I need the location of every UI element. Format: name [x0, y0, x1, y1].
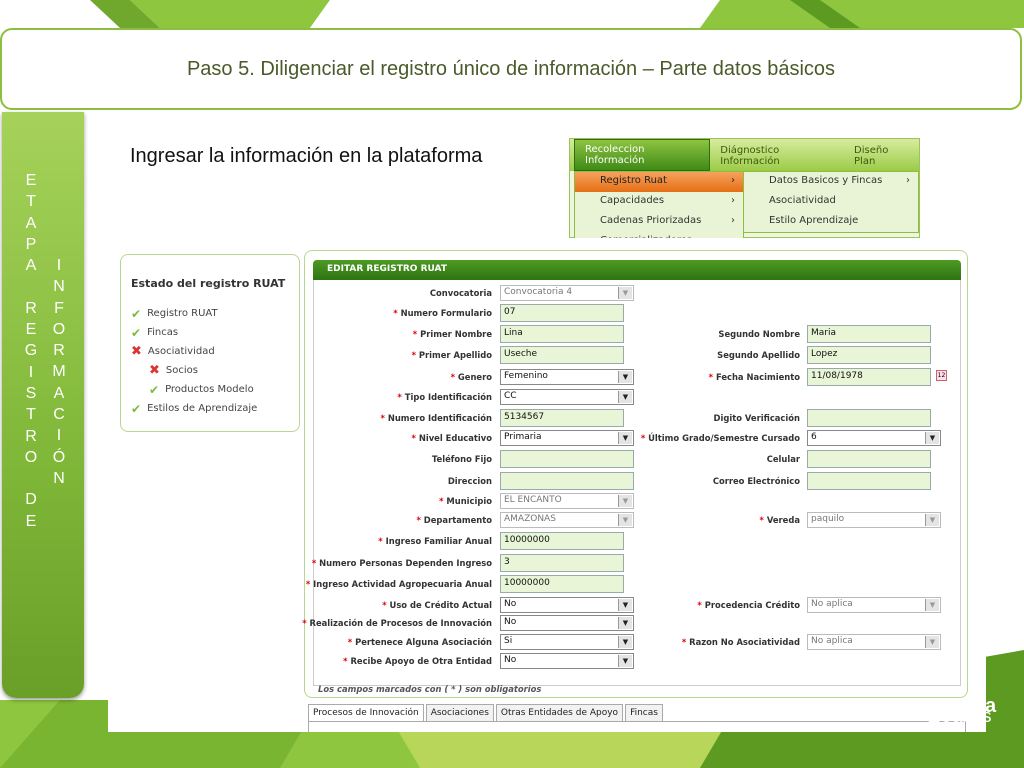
status-item[interactable]: ✖ Socios [149, 363, 198, 378]
label-telefono-fijo: Teléfono Fijo [431, 454, 492, 464]
required-marker: * [439, 496, 444, 506]
required-marker: * [416, 515, 421, 525]
slide-title: Paso 5. Diligenciar el registro único de información – Parte datos básicos [186, 57, 836, 80]
check-icon: ✔ [149, 382, 160, 397]
status-item[interactable]: ✖ Asociatividad [131, 344, 215, 359]
label-recibe-apoyo: * Recibe Apoyo de Otra Entidad [343, 656, 492, 666]
side-banner-text-left [24, 170, 38, 532]
submenu-item-registro-ruat[interactable]: Registro Ruat › [575, 172, 743, 192]
intro-text: Ingresar la información en la plataforma [130, 145, 483, 167]
banner-letter: R [53, 342, 65, 360]
required-marker: * [412, 329, 418, 339]
menu-diagnostico[interactable]: Diágnostico Información [720, 145, 780, 167]
required-marker: * [378, 536, 383, 546]
check-icon: ✔ [131, 401, 142, 416]
logo: 20años [928, 702, 992, 727]
label-uso-credito: * Uso de Crédito Actual [382, 600, 492, 610]
required-marker: * [411, 433, 416, 443]
label-correo: Correo Electrónico [712, 476, 800, 486]
form-tabs [308, 704, 663, 722]
label-convocatoria: Convocatoria [429, 288, 492, 298]
form-header: EDITAR REGISTRO RUAT [313, 260, 961, 280]
required-marker: * [681, 637, 687, 647]
banner-letter: R [25, 299, 37, 317]
slide-title-box [0, 28, 1022, 110]
field-ingreso-familiar[interactable]: 10000000 [500, 532, 624, 550]
field-realizacion-procesos[interactable]: No ▼ [500, 615, 634, 631]
form-panel [304, 250, 968, 698]
field-numero-personas[interactable]: 3 [500, 554, 624, 572]
banner-letter: C [53, 406, 65, 424]
required-marker: * [393, 308, 398, 318]
label-primer-apellido: * Primer Apellido [411, 350, 492, 360]
check-icon: ✔ [131, 325, 142, 340]
submenu-item-capacidades[interactable]: Capacidades › [600, 195, 735, 206]
label-departamento: * Departamento [416, 515, 492, 525]
required-marker: * [450, 372, 455, 382]
field-uso-credito[interactable]: No ▼ [500, 597, 634, 613]
label-segundo-apellido: Segundo Apellido [717, 350, 800, 360]
form-body [302, 280, 961, 694]
banner-letter: E [25, 172, 37, 189]
side-banner-text-right [52, 255, 66, 489]
banner-letter: M [52, 363, 66, 381]
status-item[interactable]: ✔ Productos Modelo [149, 382, 254, 397]
required-note: Los campos marcados con ( * ) son obligatorios [318, 684, 542, 694]
field-primer-apellido[interactable]: Useche [500, 346, 624, 364]
field-primer-nombre[interactable]: Lina [500, 325, 624, 343]
field-ultimo-grado[interactable]: 6 ▼ [807, 430, 941, 446]
banner-letter: F [54, 299, 64, 317]
form-screenshot [108, 238, 986, 732]
required-marker: * [759, 515, 764, 525]
label-ingreso-familiar: * Ingreso Familiar Anual [378, 536, 492, 546]
required-marker: * [397, 392, 402, 402]
field-digito-verificacion[interactable] [807, 409, 931, 427]
menu-diseno-plan[interactable]: Diseño Plan [854, 145, 889, 167]
label-procedencia-credito: * Procedencia Crédito [697, 600, 800, 610]
required-marker: * [347, 637, 353, 647]
field-genero[interactable]: Femenino ▼ [500, 369, 634, 385]
banner-letter: G [24, 342, 38, 360]
logo-mark: a [985, 695, 997, 717]
field-segundo-apellido[interactable]: Lopez [807, 346, 931, 364]
label-pertenece-asociacion: * Pertenece Alguna Asociación [347, 637, 492, 647]
label-razon-no-asociatividad: * Razon No Asociatividad [681, 637, 800, 647]
label-numero-identificacion: * Numero Identificación [380, 413, 492, 423]
field-segundo-nombre[interactable]: Maria [807, 325, 931, 343]
required-marker: * [380, 413, 385, 423]
banner-letter: S [25, 384, 37, 402]
banner-letter: T [26, 193, 36, 211]
label-genero: * Genero [450, 372, 492, 382]
required-marker: * [411, 350, 416, 360]
required-marker: * [640, 433, 646, 443]
menu-recoleccion[interactable]: Recoleccion Información [574, 139, 710, 171]
field-ingreso-actividad[interactable]: 10000000 [500, 575, 624, 593]
status-item[interactable]: ✔ Fincas [131, 325, 179, 340]
status-title: Estado del registro RUAT [131, 277, 286, 290]
field-pertenece-asociacion[interactable]: Si ▼ [500, 634, 634, 650]
label-fecha-nacimiento: * Fecha Nacimiento [708, 372, 800, 382]
submenu-item-asociatividad[interactable]: Asociatividad [769, 195, 836, 206]
status-item[interactable]: ✔ Registro RUAT [131, 306, 218, 321]
field-correo[interactable] [807, 472, 931, 490]
submenu-item-datos-basicos[interactable]: Datos Basicos y Fincas › [769, 175, 910, 186]
check-icon: ✔ [131, 306, 142, 321]
required-marker: * [697, 600, 702, 610]
banner-letter: N [53, 469, 65, 487]
submenu-item-cadenas[interactable]: Cadenas Priorizadas › [600, 215, 735, 226]
banner-letter: D [25, 491, 37, 509]
label-ultimo-grado: * Último Grado/Semestre Cursado [640, 433, 800, 443]
field-convocatoria[interactable]: Convocatoria 4 ▼ [500, 285, 634, 301]
banner-letter [24, 276, 38, 297]
tab-asociaciones[interactable]: Asociaciones [426, 704, 494, 722]
label-ingreso-actividad: * Ingreso Actividad Agropecuaria Anual [305, 579, 492, 589]
label-numero-formulario: * Numero Formulario [393, 308, 492, 318]
cross-icon: ✖ [131, 344, 142, 359]
field-razon-no-asociatividad[interactable]: No aplica ▼ [807, 634, 941, 650]
field-fecha-nacimiento[interactable]: 11/08/1978 [807, 368, 931, 386]
field-departamento[interactable]: AMAZONAS ▼ [500, 512, 634, 528]
banner-letter [24, 468, 38, 489]
menu-screenshot [569, 138, 920, 238]
label-municipio: * Municipio [439, 496, 492, 506]
status-item[interactable]: ✔ Estilos de Aprendizaje [131, 401, 258, 416]
banner-letter: I [56, 257, 62, 274]
banner-letter: E [25, 321, 37, 339]
side-banner [2, 112, 84, 698]
banner-letter: A [53, 384, 65, 402]
submenu-item-estilo-aprendizaje[interactable]: Estilo Aprendizaje [769, 215, 859, 226]
field-celular[interactable] [807, 450, 931, 468]
required-marker: * [302, 618, 307, 628]
banner-letter: Ó [52, 448, 66, 466]
label-segundo-nombre: Segundo Nombre [718, 329, 800, 339]
label-direccion: Direccion [447, 476, 492, 486]
banner-letter: E [25, 512, 37, 530]
field-procedencia-credito[interactable]: No aplica ▼ [807, 597, 941, 613]
status-panel [120, 254, 300, 432]
banner-letter: I [28, 363, 34, 381]
field-nivel-educativo[interactable]: Primaria ▼ [500, 430, 634, 446]
banner-letter: O [24, 448, 38, 466]
field-municipio[interactable]: EL ENCANTO ▼ [500, 493, 634, 509]
field-vereda[interactable]: paquilo ▼ [807, 512, 941, 528]
calendar-icon[interactable]: 12 [937, 372, 946, 379]
required-marker: * [382, 600, 387, 610]
field-numero-identificacion[interactable]: 5134567 [500, 409, 624, 427]
required-marker: * [311, 558, 317, 568]
field-numero-formulario[interactable]: 07 [500, 304, 624, 322]
required-marker: * [708, 372, 714, 382]
field-direccion[interactable] [500, 472, 634, 490]
banner-letter: R [25, 427, 37, 445]
tab-content [308, 721, 966, 732]
banner-letter: T [26, 406, 36, 424]
label-numero-personas: * Numero Personas Dependen Ingreso [311, 558, 492, 568]
banner-letter: N [53, 278, 65, 296]
banner-letter: P [25, 235, 37, 253]
label-celular: Celular [766, 454, 800, 464]
banner-letter: A [25, 257, 37, 275]
required-marker: * [343, 656, 348, 666]
field-recibe-apoyo[interactable]: No ▼ [500, 653, 634, 669]
required-marker: * [305, 579, 311, 589]
label-digito-verificacion: Digito Verificación [713, 413, 800, 423]
banner-letter: A [25, 214, 37, 232]
banner-letter: O [52, 320, 66, 338]
field-tipo-identificacion[interactable]: CC ▼ [500, 389, 634, 405]
field-telefono-fijo[interactable] [500, 450, 634, 468]
label-realizacion-procesos: * Realización de Procesos de Innovación [302, 618, 492, 628]
submenu-registro-ruat [743, 171, 919, 233]
banner-letter: I [56, 427, 62, 445]
label-primer-nombre: * Primer Nombre [412, 329, 492, 339]
label-vereda: * Vereda [759, 515, 800, 525]
label-nivel-educativo: * Nivel Educativo [411, 433, 492, 443]
cross-icon: ✖ [149, 363, 160, 378]
tab-fincas[interactable]: Fincas [625, 704, 663, 722]
label-tipo-identificacion: * Tipo Identificación [397, 392, 492, 402]
tab-otras-entidades[interactable]: Otras Entidades de Apoyo [496, 704, 623, 722]
tab-procesos[interactable]: Procesos de Innovación [308, 704, 424, 722]
